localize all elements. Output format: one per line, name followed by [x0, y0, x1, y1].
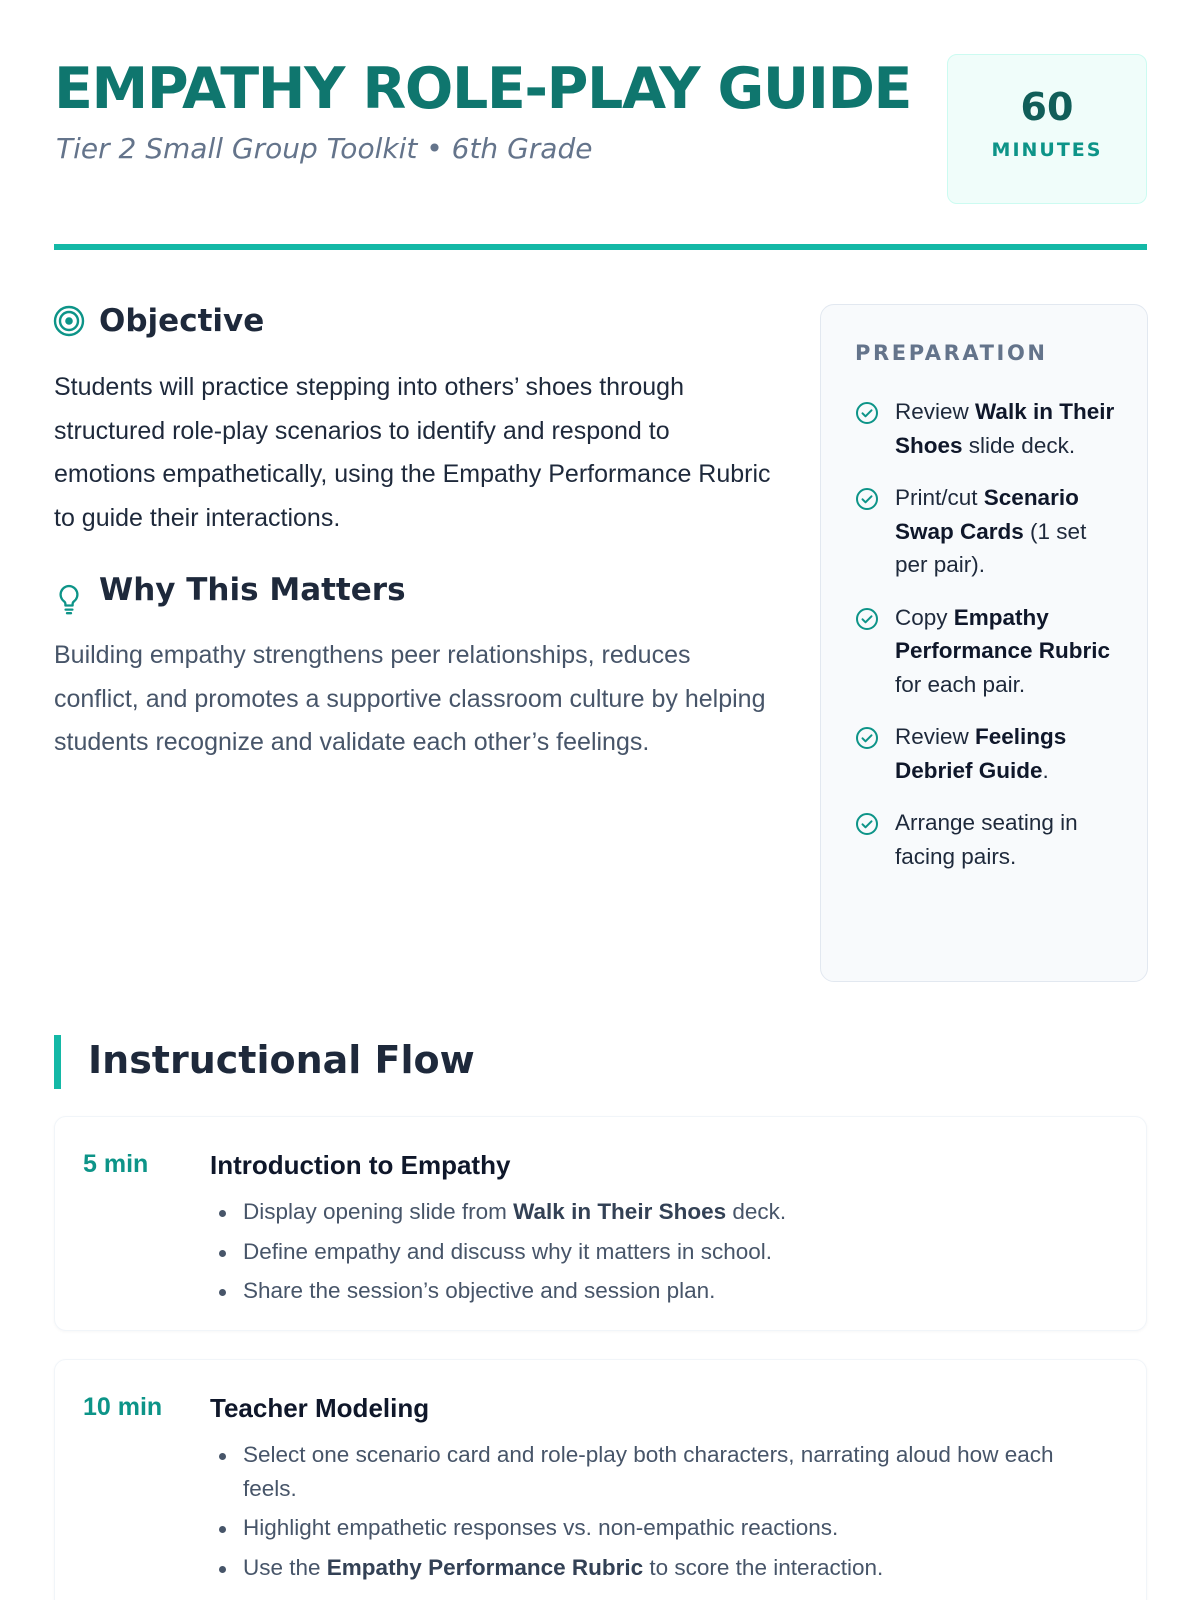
flow-heading: Instructional Flow — [88, 1038, 475, 1082]
page-title: EMPATHY ROLE-PLAY GUIDE — [54, 56, 912, 122]
why-heading: Why This Matters — [99, 572, 406, 608]
check-circle-icon — [855, 812, 879, 836]
step-title: Introduction to Empathy — [210, 1150, 511, 1180]
header-divider — [54, 244, 1147, 250]
duration-unit: MINUTES — [991, 139, 1103, 161]
check-circle-icon — [855, 607, 879, 631]
flow-step-card — [54, 1116, 1147, 1331]
step-bullet: Display opening slide from Walk in Their Shoes deck. — [210, 1195, 1110, 1229]
lightbulb-icon — [52, 582, 86, 616]
check-circle-icon — [855, 726, 879, 750]
check-circle-icon — [855, 401, 879, 425]
step-title: Teacher Modeling — [210, 1393, 430, 1423]
preparation-item: Arrange seating in facing pairs. — [855, 806, 1125, 873]
step-bullet: Share the session’s objective and session plan. — [210, 1274, 1110, 1308]
preparation-item: Print/cut Scenario Swap Cards (1 set per pair). — [855, 481, 1125, 582]
section-accent-bar — [54, 1035, 61, 1089]
page-header — [54, 54, 1147, 204]
page-subtitle: Tier 2 Small Group Toolkit • 6th Grade — [56, 132, 593, 165]
step-duration: 10 min — [83, 1393, 163, 1421]
why-text: Building empathy strengthens peer relationships, reduces conflict, and promotes a supportive classroom culture by helping students recognize and validate each other’s feelings. — [54, 641, 766, 756]
preparation-item: Review Walk in Their Shoes slide deck. — [855, 395, 1125, 462]
duration-badge — [947, 54, 1147, 204]
step-bullet: Select one scenario card and role-play both characters, narrating aloud how each feels. — [210, 1438, 1110, 1505]
objective-text: Students will practice stepping into others’ shoes through structured role-play scenarios to identify and respond to emotions empathetically, using the Empathy Performance Rubric to guide their interactions. — [54, 373, 771, 532]
step-bullet: Define empathy and discuss why it matters in school. — [210, 1235, 1110, 1269]
preparation-title: PREPARATION — [855, 341, 1048, 365]
step-bullet: Use the Empathy Performance Rubric to score the interaction. — [210, 1551, 1110, 1585]
preparation-panel — [820, 304, 1148, 982]
flow-step-card — [54, 1359, 1147, 1600]
duration-value: 60 — [1020, 85, 1074, 129]
preparation-item: Copy Empathy Performance Rubric for each pair. — [855, 601, 1125, 702]
preparation-item: Review Feelings Debrief Guide. — [855, 720, 1125, 787]
step-duration: 5 min — [83, 1150, 149, 1178]
step-bullet-list — [210, 1195, 1110, 1314]
preparation-list — [855, 395, 1125, 892]
check-circle-icon — [855, 487, 879, 511]
step-bullet-list — [210, 1438, 1110, 1590]
target-icon — [52, 304, 86, 338]
step-bullet: Highlight empathetic responses vs. non-empathic reactions. — [210, 1511, 1110, 1545]
objective-heading: Objective — [99, 303, 265, 339]
